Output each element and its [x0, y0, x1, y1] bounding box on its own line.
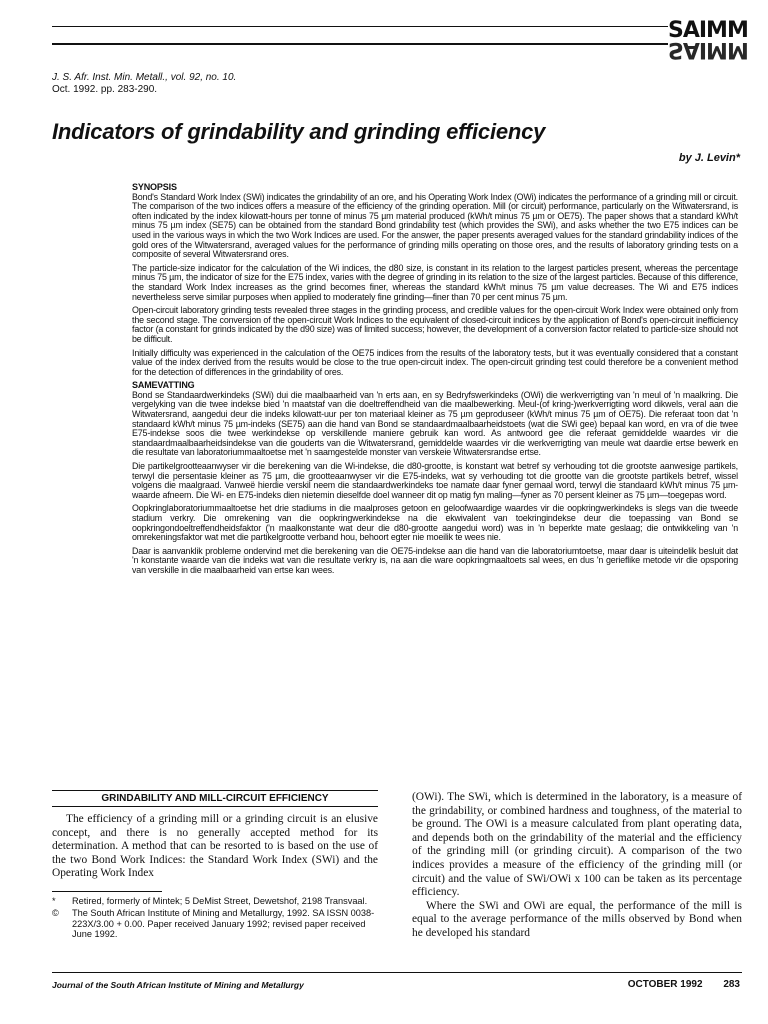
synopsis-heading: SYNOPSIS [132, 182, 177, 192]
samevatting-paragraph: Bond se Standaardwerkindeks (SWi) dui die maalbaarheid van 'n erts aan, en sy Bedryfswerkindeks (OWi) die werkverrigting van 'n meul of 'n maalkring. Die vergelyking van die twee indekse bied 'n maatstaf van die doeltreffendheid van die maalbewerking. Meul-(of kring-)werkverrigting word dikwels, veral aan die Witwatersrand, aangedui deur die indeks kilowatt-uur per ton materiaal kleiner as 75 µm geproduseer (kWh/t minus 75 µm of OE75). Die referaat toon dat 'n standaard kWh/t minus 75 µm-indeks (SE75) aan die hand van Bond se standaardmaalbaarheidstoets (wat die SWi gee) bepaal kan word, en vra of die twee E75-indekse soos die twee werkindekse op verskillende maniere gebruik kan word. As antwoord gee die referaat gemiddelde waardes vir die standaardmaalbaarheidsindekse van die gouderts van die Witwatersrand, gemiddelde waardes vir die werkverrigting van meule wat daardie ertse bewerk en die resultate van laboratoriummaaltoetse met 'n saamgestelde monster van verskeie Witwatersrandse ertse. [132, 389, 738, 458]
synopsis-paragraph: The particle-size indicator for the calculation of the Wi indices, the d80 size, is constant in its relation to the largest particles present, whereas the percentage minus 75 µm, the indicator of size for the E75 index, varies with the degree of grinding in its relation to the size of the largest particles. Because of this difference, the standard Work Index increases as the grind becomes finer, whereas the standard kWh/t minus 75 µm value decreases. The Wi and E75 indices nevertheless serve similar purposes when applied to moderately fine grinding—finer than 70 per cent minus 75 µm. [132, 262, 738, 302]
citation-line-1: J. S. Afr. Inst. Min. Metall., vol. 92, no. 10. [52, 72, 237, 83]
header-rule-top [52, 26, 668, 27]
samevatting-paragraph: Oopkringlaboratoriummaaltoetse het drie stadiums in die maalproses getoon en geloofwaardige waardes vir die oopkringwerkindeks is slegs van die tweede stadium verkry. Die omrekening van die oopkringwerkindekse na die ekwivalent van toekringindekse deur die toepassing van Bond se oopkringondoeltreffendheidsfaktor ('n maalkonstante wat deur die d80-grootte aangedui word) was in 'n beperkte mate geslaag; die ontwikkeling van 'n omrekeningsfaktor wat met die partikelgrootte verband hou, behoort egter nie moeilik te wees nie. [132, 503, 738, 543]
footnote-mark: © [52, 908, 59, 919]
left-column [52, 790, 378, 942]
citation [52, 72, 236, 96]
page-number: 283 [723, 979, 740, 990]
footnote [52, 908, 378, 939]
footer-journal-name: Journal of the South African Institute of Mining and Metallurgy [52, 980, 304, 990]
samevatting-heading: SAMEVATTING [132, 380, 195, 391]
abstract-block [132, 183, 738, 580]
synopsis-paragraph: Initially difficulty was experienced in the calculation of the OE75 indices from the results of the laboratory tests, but it was eventually considered that a constant value of the index derived from the results would be close to the true open-circuit index. The open-circuit grinding test could therefore be a convenient method for the detection of differences in the grindability of ores. [132, 347, 738, 377]
header-rule-bottom [52, 43, 668, 45]
footer-date: OCTOBER 1992 [627, 979, 703, 990]
journal-logo [668, 18, 748, 62]
body-paragraph: The efficiency of a grinding mill or a grinding circuit is an elusive concept, and there is no generally accepted method for its determination. A method that can be resorted to is based on the use of the two Bond Work Indices: the Standard Work Index (SWi) and the Operating Work Index [52, 813, 378, 880]
footnote-rule [52, 891, 162, 892]
citation-line-2: Oct. 1992. pp. 283-290. [52, 84, 158, 95]
footer-rule [52, 972, 742, 973]
footnotes [52, 896, 378, 940]
footnote-mark: * [52, 895, 56, 906]
section-heading: GRINDABILITY AND MILL-CIRCUIT EFFICIENCY [52, 790, 378, 807]
right-column [412, 791, 742, 941]
footnote [52, 896, 378, 906]
footnote-text: Retired, formerly of Mintek; 5 DeMist Street, Dewetshof, 2198 Transvaal. [72, 895, 368, 906]
samevatting-paragraph: Daar is aanvanklik probleme ondervind met die berekening van die OE75-indekse aan die hand van die laboratoriumtoetse, maar daar is uiteindelik besluit dat 'n konstante waarde van die indeks wat van die resultate verkry is, na aan die ware oopkringmaaltoets sal wees, en dus 'n gerieflike metode vir die opsporing van verskille in die maalbaarheid van ertse kan wees. [132, 545, 738, 575]
journal-logo-mirror: SAIMM [668, 37, 748, 62]
footer-right [628, 979, 740, 990]
paper-title: Indicators of grindability and grinding efficiency [52, 119, 546, 144]
synopsis-paragraph: Bond's Standard Work Index (SWi) indicates the grindability of an ore, and his Operating Work Index (OWi) indicates the performance of a grinding mill or circuit. The comparison of the two indices offers a measure of the efficiency of the grinding operation. Mill (or circuit) performance, particularly on the Witwatersrand, is often indicated by the index kilowatt-hours per tonne of minus 75 µm material produced (kWh/t minus 75 µm or OE75). The paper shows that a standard kWh/t minus 75 µm index (SE75) can be obtained from the standard Bond grindability test (which provides the SWi), and asks whether the two E75 indices can be used in the various ways in which the two Work Indices are used. For the answer, the paper presents averaged values for the standard grindability indices of the gold ores of the Witwatersrand, averaged values for the performance of grinding mills operating on those ores, and the results of laboratory grinding tests on a composite of several Witwatersrand ores. [132, 191, 738, 260]
body-paragraph: Where the SWi and OWi are equal, the performance of the mill is equal to the average performance of the mills observed by Bond when he developed his standard [412, 899, 742, 939]
footnote-text: The South African Institute of Mining and Metallurgy, 1992. SA ISSN 0038-223X/3.00 + 0.00. Paper received January 1992; revised paper received June 1992. [72, 908, 375, 940]
author-byline: by J. Levin* [678, 152, 740, 164]
body-paragraph: (OWi). The SWi, which is determined in the laboratory, is a measure of the grindability, or combined hardness and toughness, of the material to be ground. The OWi is a measure calculated from plant operating data, and depends both on the grindability of the material and the efficiency of the grinding mill (or grinding circuit). A comparison of the two indices provides a measure of the efficiency of the grinding mill (or circuit) and the value of SWi/OWi x 100 can be taken as its percentage efficiency. [412, 791, 742, 899]
samevatting-paragraph: Die partikelgrootteaanwyser vir die berekening van die Wi-indekse, die d80-grootte, is konstant wat betref sy verhouding tot die grootste aanwesige partikels, terwyl die persentasie kleiner as 75 µm, die grootteaanwyser vir die E75-indeks, wat sy verhouding tot die grootte van die grootste partikels betref, wissel volgens die maalgraad. Vanweë hierdie verskil neem die standaardwerkindeks toe namate daar fyner gemaal word, terwyl die standaard kWh/t minus 75 µm-waarde afneem. Die Wi- en E75-indeks dien nietemin dieselfde doel wanneer dit op matig fyn maling—fyner as 70 persent kleiner as 75 µm—toegepas word. [132, 461, 738, 500]
journal-logo-text: SAIMM [668, 18, 748, 43]
synopsis-paragraph: Open-circuit laboratory grinding tests revealed three stages in the grinding process, and credible values for the open-circuit Work Index were obtained only from the second stage. The conversion of the open-circuit Work Indices to the equivalent of closed-circuit indices by the application of Bond's open-circuit inefficiency factor (a constant for grinds indicated by the d90 size) was of limited success; however, the development of a conversion factor related to particle-size should not be difficult. [132, 305, 738, 344]
